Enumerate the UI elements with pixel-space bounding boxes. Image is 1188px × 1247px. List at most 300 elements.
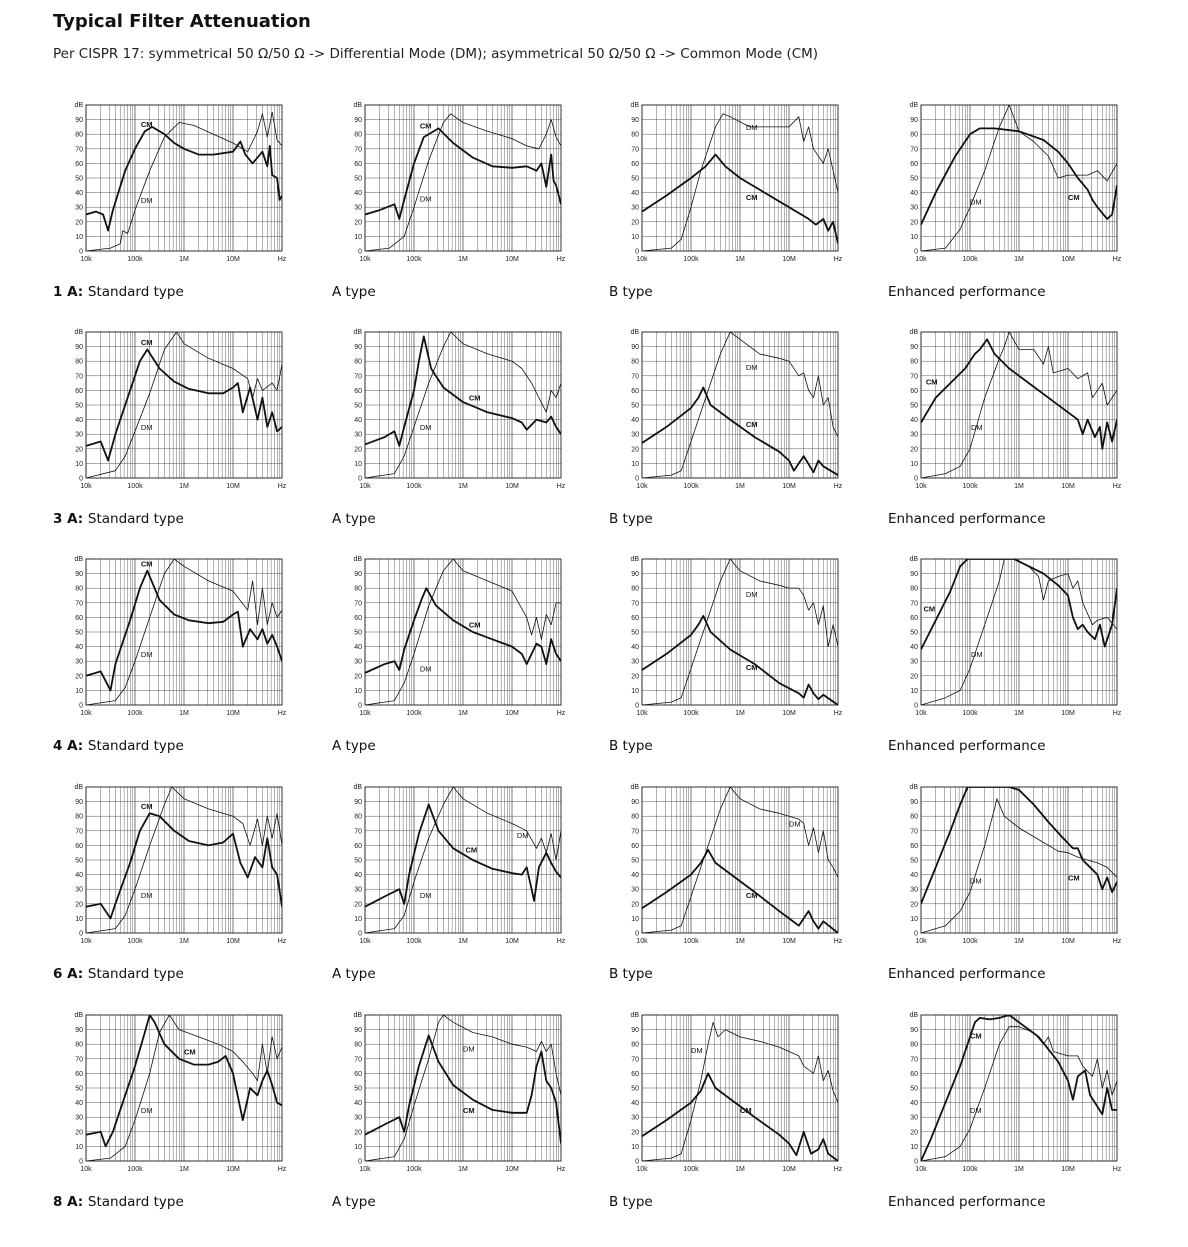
y-axis-unit: dB xyxy=(353,1012,362,1019)
chart-caption xyxy=(332,966,376,982)
chart-panel xyxy=(609,100,849,305)
y-tick-label: 10 xyxy=(75,233,83,241)
y-tick-label: 60 xyxy=(75,160,83,168)
chart-caption xyxy=(609,966,653,982)
y-tick-label: 10 xyxy=(631,915,639,923)
chart-caption xyxy=(609,511,653,527)
grid xyxy=(642,332,838,478)
chart-caption xyxy=(888,1194,1046,1210)
y-tick-label: 80 xyxy=(631,131,639,139)
x-axis-unit: Hz xyxy=(1112,256,1122,263)
cm-label: CM xyxy=(140,559,153,569)
chart-panel xyxy=(332,1010,572,1215)
dm-label: DM xyxy=(419,422,432,432)
y-tick-label: 10 xyxy=(631,687,639,695)
chart-caption xyxy=(332,738,376,754)
x-tick-label: 1M xyxy=(179,710,189,717)
y-tick-label: 0 xyxy=(635,930,639,938)
x-tick-label: 1M xyxy=(1014,1166,1024,1173)
y-tick-label: 10 xyxy=(631,460,639,468)
cm-label: CM xyxy=(745,192,758,202)
x-axis-unit: Hz xyxy=(556,710,566,717)
y-axis-unit: dB xyxy=(353,329,362,336)
y-tick-label: 50 xyxy=(75,1085,83,1093)
y-tick-label: 20 xyxy=(354,446,362,454)
chart-caption xyxy=(609,1194,653,1210)
x-tick-label: 1M xyxy=(458,710,468,717)
grid xyxy=(642,559,838,705)
y-axis-unit: dB xyxy=(353,556,362,563)
y-tick-label: 10 xyxy=(910,915,918,923)
dm-label: DM xyxy=(419,890,432,900)
y-tick-label: 60 xyxy=(354,614,362,622)
chart-caption xyxy=(332,1194,376,1210)
grid xyxy=(365,1015,561,1161)
page-subtitle: Per CISPR 17: symmetrical 50 Ω/50 Ω -> Differential Mode (DM); asymmetrical 50 Ω/50 Ω -> Common Mode (CM) xyxy=(53,46,819,62)
y-tick-label: 90 xyxy=(631,1027,639,1035)
y-tick-label: 60 xyxy=(910,614,918,622)
x-axis-unit: Hz xyxy=(833,256,843,263)
x-tick-label: 10k xyxy=(915,483,927,490)
x-axis-unit: Hz xyxy=(1112,710,1122,717)
chart-panel xyxy=(888,327,1128,532)
y-tick-label: 90 xyxy=(910,344,918,352)
y-tick-label: 80 xyxy=(75,585,83,593)
y-tick-label: 80 xyxy=(354,1041,362,1049)
y-tick-label: 50 xyxy=(910,857,918,865)
y-tick-label: 60 xyxy=(631,842,639,850)
y-tick-label: 10 xyxy=(910,1143,918,1151)
y-tick-label: 10 xyxy=(354,687,362,695)
caption-rating: 3 A: xyxy=(53,511,88,527)
x-tick-label: 100k xyxy=(683,256,699,263)
grid xyxy=(365,332,561,478)
y-tick-label: 0 xyxy=(635,702,639,710)
chart-caption xyxy=(609,284,653,300)
y-axis-unit: dB xyxy=(74,329,83,336)
y-axis-unit: dB xyxy=(630,329,639,336)
y-axis-unit: dB xyxy=(909,1012,918,1019)
y-tick-label: 20 xyxy=(75,673,83,681)
y-tick-label: 30 xyxy=(75,658,83,666)
y-tick-label: 80 xyxy=(75,1041,83,1049)
y-tick-label: 60 xyxy=(354,842,362,850)
dm-label: DM xyxy=(140,649,153,659)
x-tick-label: 1M xyxy=(1014,710,1024,717)
attenuation-chart xyxy=(53,327,293,505)
y-tick-label: 80 xyxy=(910,358,918,366)
grid xyxy=(365,105,561,251)
chart-panel xyxy=(332,327,572,532)
x-tick-label: 10M xyxy=(505,1166,519,1173)
x-axis-unit: Hz xyxy=(277,483,287,490)
y-tick-label: 40 xyxy=(631,417,639,425)
x-tick-label: 10M xyxy=(505,710,519,717)
chart-caption xyxy=(53,1194,184,1210)
x-tick-label: 10k xyxy=(915,710,927,717)
x-tick-label: 10k xyxy=(359,938,371,945)
chart-panel xyxy=(53,100,293,305)
y-tick-label: 50 xyxy=(631,175,639,183)
dm-label: DM xyxy=(419,194,432,204)
cm-label: CM xyxy=(140,119,153,129)
dm-label: DM xyxy=(970,422,983,432)
attenuation-chart xyxy=(332,327,572,505)
y-tick-label: 80 xyxy=(631,813,639,821)
y-axis-unit: dB xyxy=(74,102,83,109)
x-tick-label: 10k xyxy=(359,483,371,490)
y-tick-label: 30 xyxy=(75,886,83,894)
y-tick-label: 20 xyxy=(631,673,639,681)
x-tick-label: 100k xyxy=(406,1166,422,1173)
y-tick-label: 0 xyxy=(358,248,362,256)
y-tick-label: 10 xyxy=(354,460,362,468)
y-tick-label: 70 xyxy=(910,600,918,608)
y-tick-label: 90 xyxy=(75,799,83,807)
y-tick-label: 30 xyxy=(354,886,362,894)
y-tick-label: 0 xyxy=(79,475,83,483)
x-tick-label: 100k xyxy=(683,1166,699,1173)
grid xyxy=(921,105,1117,251)
y-tick-label: 80 xyxy=(910,585,918,593)
y-tick-label: 30 xyxy=(910,431,918,439)
y-tick-label: 30 xyxy=(75,204,83,212)
x-axis-unit: Hz xyxy=(833,483,843,490)
y-tick-label: 60 xyxy=(910,1070,918,1078)
x-tick-label: 1M xyxy=(179,938,189,945)
y-tick-label: 90 xyxy=(75,1027,83,1035)
y-tick-label: 80 xyxy=(354,813,362,821)
x-tick-label: 10M xyxy=(782,710,796,717)
y-tick-label: 20 xyxy=(75,219,83,227)
dm-label: DM xyxy=(789,819,801,829)
x-tick-label: 100k xyxy=(127,710,143,717)
x-tick-label: 100k xyxy=(683,483,699,490)
x-tick-label: 10k xyxy=(80,938,92,945)
x-tick-label: 100k xyxy=(406,710,422,717)
y-tick-label: 90 xyxy=(354,799,362,807)
attenuation-chart xyxy=(332,782,572,960)
x-tick-label: 1M xyxy=(179,256,189,263)
y-tick-label: 90 xyxy=(631,571,639,579)
x-tick-label: 100k xyxy=(406,483,422,490)
y-tick-label: 20 xyxy=(910,673,918,681)
chart-panel xyxy=(332,100,572,305)
caption-type: Enhanced performance xyxy=(888,284,1046,300)
y-tick-label: 40 xyxy=(910,644,918,652)
grid xyxy=(365,559,561,705)
y-tick-label: 70 xyxy=(354,600,362,608)
y-tick-label: 40 xyxy=(631,644,639,652)
dm-label: DM xyxy=(691,1045,703,1055)
x-tick-label: 10k xyxy=(359,1166,371,1173)
y-tick-label: 90 xyxy=(631,344,639,352)
x-tick-label: 10M xyxy=(782,256,796,263)
y-tick-label: 70 xyxy=(354,146,362,154)
y-tick-label: 40 xyxy=(354,872,362,880)
y-tick-label: 40 xyxy=(354,190,362,198)
cm-label: CM xyxy=(970,1031,982,1041)
y-tick-label: 50 xyxy=(631,402,639,410)
caption-type: B type xyxy=(609,738,653,754)
x-axis-unit: Hz xyxy=(1112,483,1122,490)
y-tick-label: 20 xyxy=(354,673,362,681)
attenuation-chart xyxy=(888,782,1128,960)
x-axis-unit: Hz xyxy=(556,938,566,945)
y-axis-unit: dB xyxy=(353,784,362,791)
y-tick-label: 70 xyxy=(75,600,83,608)
x-tick-label: 1M xyxy=(735,710,745,717)
x-tick-label: 10M xyxy=(226,710,240,717)
y-tick-label: 60 xyxy=(631,160,639,168)
y-tick-label: 90 xyxy=(910,117,918,125)
caption-type: Standard type xyxy=(87,738,184,754)
y-tick-label: 0 xyxy=(79,248,83,256)
y-tick-label: 60 xyxy=(631,614,639,622)
x-axis-unit: Hz xyxy=(556,483,566,490)
y-tick-label: 0 xyxy=(79,930,83,938)
chart-panel xyxy=(609,327,849,532)
y-tick-label: 80 xyxy=(75,813,83,821)
y-tick-label: 40 xyxy=(354,417,362,425)
y-tick-label: 30 xyxy=(631,886,639,894)
y-tick-label: 40 xyxy=(354,1100,362,1108)
y-tick-label: 40 xyxy=(910,872,918,880)
x-tick-label: 10k xyxy=(636,710,648,717)
y-tick-label: 30 xyxy=(910,1114,918,1122)
x-tick-label: 100k xyxy=(962,256,978,263)
chart-panel xyxy=(609,1010,849,1215)
y-tick-label: 50 xyxy=(631,629,639,637)
y-tick-label: 70 xyxy=(354,828,362,836)
cm-label: CM xyxy=(419,121,432,131)
y-tick-label: 10 xyxy=(910,233,918,241)
attenuation-chart xyxy=(888,1010,1128,1188)
y-tick-label: 70 xyxy=(75,373,83,381)
y-tick-label: 80 xyxy=(631,585,639,593)
x-axis-unit: Hz xyxy=(833,710,843,717)
x-tick-label: 10k xyxy=(915,1166,927,1173)
y-tick-label: 70 xyxy=(910,373,918,381)
y-tick-label: 90 xyxy=(354,344,362,352)
chart-caption xyxy=(332,284,376,300)
x-axis-unit: Hz xyxy=(1112,938,1122,945)
y-tick-label: 40 xyxy=(75,644,83,652)
x-axis-unit: Hz xyxy=(833,1166,843,1173)
chart-caption xyxy=(53,511,184,527)
y-tick-label: 80 xyxy=(631,1041,639,1049)
y-tick-label: 40 xyxy=(75,1100,83,1108)
chart-panel xyxy=(53,782,293,987)
y-tick-label: 70 xyxy=(910,1056,918,1064)
y-axis-unit: dB xyxy=(353,102,362,109)
y-tick-label: 60 xyxy=(910,387,918,395)
y-tick-label: 30 xyxy=(910,658,918,666)
y-tick-label: 30 xyxy=(354,658,362,666)
x-tick-label: 1M xyxy=(458,1166,468,1173)
x-tick-label: 10M xyxy=(226,256,240,263)
dm-label: DM xyxy=(419,664,432,674)
x-tick-label: 1M xyxy=(458,938,468,945)
y-tick-label: 50 xyxy=(354,175,362,183)
dm-label: DM xyxy=(745,122,758,132)
y-tick-label: 90 xyxy=(910,571,918,579)
y-axis-unit: dB xyxy=(74,1012,83,1019)
x-tick-label: 10M xyxy=(226,483,240,490)
cm-label: CM xyxy=(1068,192,1080,202)
x-axis-unit: Hz xyxy=(556,256,566,263)
y-tick-label: 70 xyxy=(631,828,639,836)
x-tick-label: 10k xyxy=(80,1166,92,1173)
x-tick-label: 1M xyxy=(735,256,745,263)
x-tick-label: 100k xyxy=(683,710,699,717)
y-tick-label: 0 xyxy=(635,475,639,483)
x-tick-label: 10M xyxy=(505,256,519,263)
cm-label: CM xyxy=(468,620,481,630)
attenuation-chart xyxy=(332,100,572,278)
cm-label: CM xyxy=(745,662,758,672)
chart-panel xyxy=(609,782,849,987)
y-tick-label: 90 xyxy=(75,344,83,352)
x-tick-label: 1M xyxy=(1014,938,1024,945)
chart-caption xyxy=(53,284,184,300)
x-tick-label: 100k xyxy=(127,256,143,263)
y-tick-label: 40 xyxy=(910,417,918,425)
dm-label: DM xyxy=(970,876,982,886)
y-tick-label: 60 xyxy=(354,387,362,395)
dm-label: DM xyxy=(745,589,758,599)
y-tick-label: 0 xyxy=(914,248,918,256)
y-axis-unit: dB xyxy=(630,784,639,791)
y-tick-label: 0 xyxy=(79,702,83,710)
y-tick-label: 50 xyxy=(910,175,918,183)
y-tick-label: 10 xyxy=(75,460,83,468)
grid xyxy=(86,332,282,478)
caption-type: B type xyxy=(609,1194,653,1210)
y-tick-label: 70 xyxy=(910,828,918,836)
dm-label: DM xyxy=(516,831,529,841)
y-tick-label: 50 xyxy=(631,857,639,865)
caption-rating: 4 A: xyxy=(53,738,88,754)
attenuation-chart xyxy=(332,1010,572,1188)
y-axis-unit: dB xyxy=(630,102,639,109)
y-tick-label: 20 xyxy=(75,1129,83,1137)
chart-caption xyxy=(888,738,1046,754)
y-axis-unit: dB xyxy=(909,784,918,791)
y-tick-label: 60 xyxy=(354,1070,362,1078)
chart-caption xyxy=(332,511,376,527)
dm-label: DM xyxy=(463,1044,475,1054)
y-tick-label: 60 xyxy=(631,387,639,395)
y-tick-label: 0 xyxy=(358,702,362,710)
y-tick-label: 80 xyxy=(354,585,362,593)
y-tick-label: 90 xyxy=(631,117,639,125)
y-tick-label: 10 xyxy=(354,915,362,923)
attenuation-chart xyxy=(53,782,293,960)
x-axis-unit: Hz xyxy=(833,938,843,945)
y-tick-label: 50 xyxy=(75,175,83,183)
x-tick-label: 10M xyxy=(1061,710,1075,717)
caption-rating: 1 A: xyxy=(53,284,88,300)
x-axis-unit: Hz xyxy=(277,710,287,717)
x-tick-label: 100k xyxy=(683,938,699,945)
y-tick-label: 0 xyxy=(914,702,918,710)
x-tick-label: 10k xyxy=(80,483,92,490)
y-tick-label: 70 xyxy=(354,373,362,381)
cm-label: CM xyxy=(184,1047,196,1057)
chart-panel xyxy=(888,554,1128,759)
y-tick-label: 90 xyxy=(354,1027,362,1035)
x-tick-label: 10k xyxy=(636,483,648,490)
y-tick-label: 60 xyxy=(910,160,918,168)
y-tick-label: 50 xyxy=(354,857,362,865)
y-axis-unit: dB xyxy=(630,556,639,563)
x-tick-label: 10k xyxy=(359,256,371,263)
y-tick-label: 50 xyxy=(910,1085,918,1093)
x-tick-label: 10k xyxy=(915,256,927,263)
y-tick-label: 20 xyxy=(910,446,918,454)
y-tick-label: 20 xyxy=(354,901,362,909)
dm-label: DM xyxy=(970,1105,982,1115)
y-tick-label: 20 xyxy=(910,901,918,909)
x-tick-label: 1M xyxy=(458,483,468,490)
x-tick-label: 100k xyxy=(406,256,422,263)
y-tick-label: 20 xyxy=(631,1129,639,1137)
y-tick-label: 80 xyxy=(354,358,362,366)
chart-caption xyxy=(888,284,1046,300)
y-tick-label: 50 xyxy=(75,402,83,410)
y-tick-label: 70 xyxy=(354,1056,362,1064)
x-tick-label: 10M xyxy=(1061,256,1075,263)
dm-label: DM xyxy=(140,422,153,432)
y-tick-label: 20 xyxy=(910,219,918,227)
x-tick-label: 10M xyxy=(782,938,796,945)
attenuation-chart xyxy=(609,782,849,960)
attenuation-chart xyxy=(888,554,1128,732)
y-tick-label: 70 xyxy=(631,373,639,381)
y-tick-label: 50 xyxy=(75,857,83,865)
y-tick-label: 80 xyxy=(910,131,918,139)
y-tick-label: 60 xyxy=(75,387,83,395)
page-title: Typical Filter Attenuation xyxy=(53,11,311,32)
y-tick-label: 20 xyxy=(354,1129,362,1137)
y-tick-label: 70 xyxy=(75,828,83,836)
x-tick-label: 1M xyxy=(1014,483,1024,490)
x-tick-label: 100k xyxy=(962,710,978,717)
x-tick-label: 100k xyxy=(406,938,422,945)
caption-type: A type xyxy=(332,284,376,300)
y-tick-label: 30 xyxy=(631,1114,639,1122)
y-tick-label: 0 xyxy=(358,475,362,483)
caption-type: Standard type xyxy=(87,284,184,300)
y-tick-label: 80 xyxy=(910,1041,918,1049)
y-tick-label: 90 xyxy=(354,571,362,579)
y-tick-label: 70 xyxy=(75,1056,83,1064)
x-tick-label: 1M xyxy=(735,483,745,490)
y-tick-label: 20 xyxy=(75,901,83,909)
y-tick-label: 30 xyxy=(75,1114,83,1122)
x-axis-unit: Hz xyxy=(556,1166,566,1173)
chart-panel xyxy=(53,554,293,759)
chart-caption xyxy=(888,511,1046,527)
x-tick-label: 100k xyxy=(962,1166,978,1173)
x-tick-label: 100k xyxy=(962,483,978,490)
dm-label: DM xyxy=(140,1105,153,1115)
caption-type: Standard type xyxy=(87,966,184,982)
chart-panel xyxy=(609,554,849,759)
y-tick-label: 20 xyxy=(75,446,83,454)
y-tick-label: 90 xyxy=(631,799,639,807)
